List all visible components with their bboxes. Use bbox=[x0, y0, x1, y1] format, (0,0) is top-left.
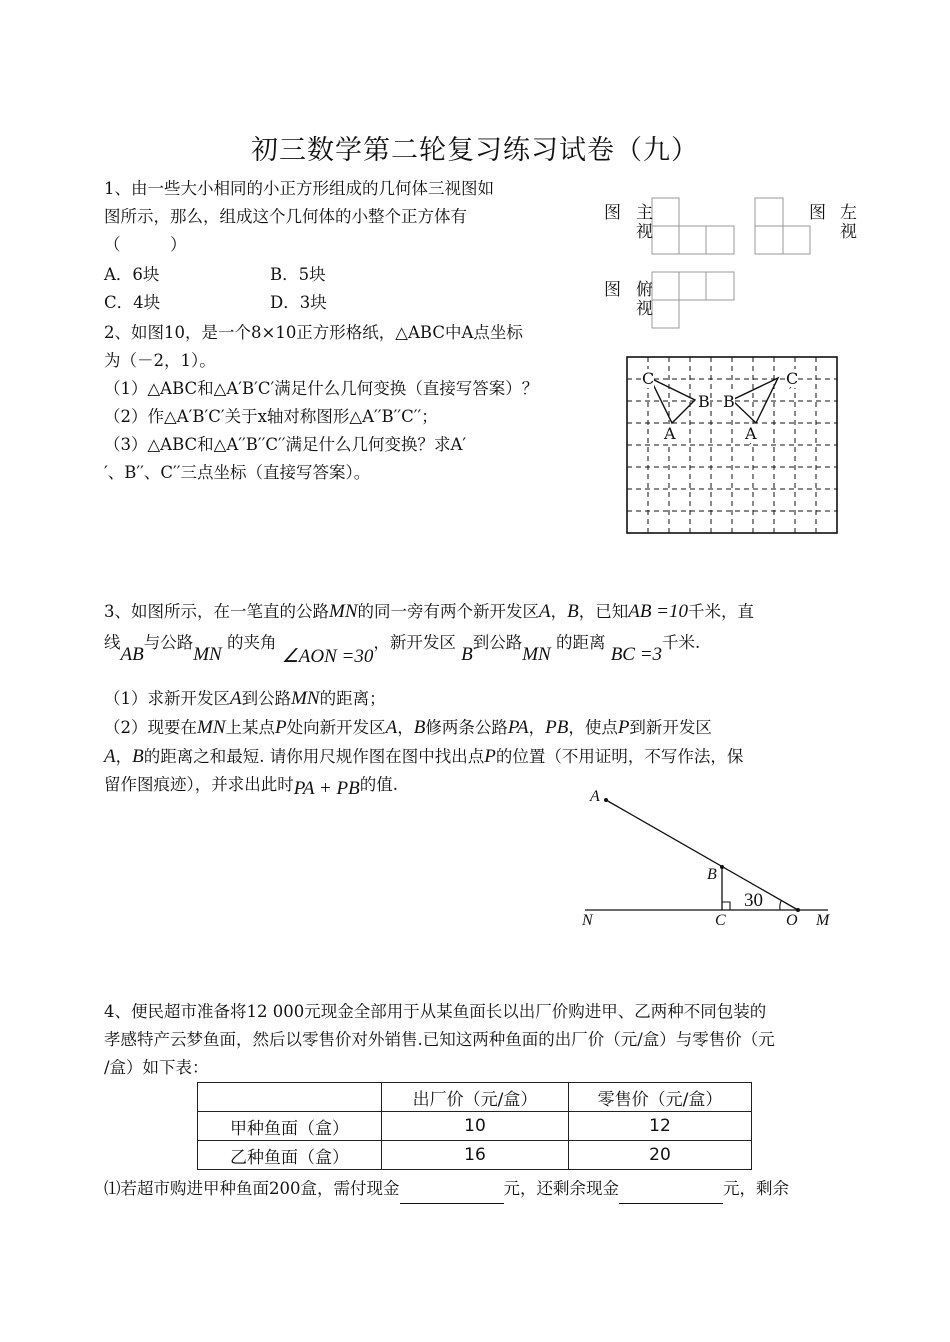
front-view-label-3: 视 bbox=[636, 222, 653, 242]
fig-label-o: O bbox=[786, 912, 798, 929]
q3-text: 的同一旁有两个新开发区 bbox=[357, 602, 539, 621]
fig-label-a: A bbox=[590, 788, 600, 805]
q3-var-b: B bbox=[132, 746, 144, 767]
q1-line3: （ ） bbox=[104, 235, 187, 254]
q3-sub1 bbox=[104, 684, 386, 714]
q4-text: 元，还剩余现金 bbox=[503, 1179, 619, 1198]
q3-sub2-line1 bbox=[104, 713, 712, 743]
q3-var-mn: MN bbox=[193, 644, 222, 665]
q2-line2: 为（－2，1）。 bbox=[104, 351, 216, 370]
answer-blank[interactable] bbox=[400, 1185, 504, 1204]
q3-text: ，已知 bbox=[578, 602, 629, 621]
q3-var-a: A bbox=[230, 688, 242, 709]
table-cell: 10 bbox=[382, 1112, 569, 1141]
q3-var-b: B bbox=[413, 717, 426, 738]
grid-label-b: B bbox=[698, 392, 710, 411]
q3-text: ， bbox=[550, 602, 568, 621]
q3-text: ， bbox=[115, 747, 133, 766]
table-cell: 12 bbox=[569, 1112, 752, 1141]
q3-var-p: P bbox=[275, 717, 287, 738]
q3-text: 的位置（不用证明，不写作法，保 bbox=[495, 747, 744, 766]
q4-text: ⑴若超市购进甲种鱼面200盒，需付现金 bbox=[104, 1179, 400, 1198]
front-view-label-1: 图 bbox=[604, 203, 621, 223]
top-view bbox=[652, 272, 734, 328]
grid-label-c-prime-mark: ′ bbox=[789, 385, 792, 398]
front-view-label-2: 主 bbox=[636, 203, 653, 223]
q3-sub2-line2 bbox=[104, 742, 743, 772]
q3-var-a: A bbox=[539, 601, 551, 622]
q3-expr-ab: AB =10 bbox=[628, 601, 689, 622]
top-view-label-3: 视 bbox=[636, 299, 653, 319]
q4-text: 元，剩余 bbox=[723, 1179, 789, 1198]
q3-var-pb: PB bbox=[545, 717, 569, 738]
q3-text: 的夹角 bbox=[226, 633, 277, 652]
q3-var-p: P bbox=[484, 746, 496, 767]
q3-var-a: A bbox=[385, 717, 398, 738]
fig-label-n: N bbox=[582, 912, 593, 929]
road-geometry-figure bbox=[578, 785, 838, 935]
table-cell: 甲种鱼面（盒） bbox=[198, 1112, 382, 1141]
line-ao bbox=[606, 800, 798, 910]
q2-sub3-line1: （3）△ABC和△A′′B′′C′′满足什么几何变换？求A′ bbox=[104, 435, 467, 454]
fig-angle-30: 30 bbox=[744, 890, 763, 911]
q3-text: 到公路 bbox=[472, 633, 523, 652]
q4-line1: 4、便民超市准备将12 000元现金全部用于从某鱼面长以出厂价购进甲、乙两种不同包装的 bbox=[104, 1002, 767, 1021]
q4-question-1 bbox=[104, 1174, 789, 1204]
q1-option-a: A．6块 bbox=[104, 265, 160, 284]
table-header-cell: 零售价（元/盒） bbox=[569, 1083, 752, 1112]
left-view-label-1: 图 bbox=[809, 203, 826, 223]
angle-arc bbox=[780, 901, 781, 910]
q1-option-c: C．4块 bbox=[104, 293, 161, 312]
q3-text: 的距离 bbox=[555, 633, 606, 652]
q3-text: （2）现要在 bbox=[104, 718, 197, 737]
q3-text: 的距离； bbox=[319, 689, 386, 708]
q3-text: ，使点 bbox=[568, 718, 618, 737]
table-cell: 20 bbox=[569, 1141, 752, 1170]
q3-var-b: B bbox=[461, 644, 473, 665]
left-view-label-2: 左 bbox=[840, 203, 857, 223]
table-row bbox=[198, 1141, 752, 1170]
grid-label-c-prime: C bbox=[786, 369, 799, 388]
q4-line2: 孝感特产云梦鱼面，然后以零售价对外销售.已知这两种鱼面的出厂价（元/盒）与零售价（元 bbox=[104, 1030, 775, 1049]
q2-sub3-line2: ′、B′′、C′′三点坐标（直接写答案）。 bbox=[104, 463, 371, 482]
q3-line1 bbox=[104, 597, 754, 627]
q2-sub1: （1）△ABC和△A′B′C′满足什么几何变换（直接写答案）？ bbox=[104, 379, 539, 398]
q1-option-b: B．5块 bbox=[270, 265, 326, 284]
q3-var-p: P bbox=[617, 717, 630, 738]
q3-var-mn: MN bbox=[522, 644, 551, 665]
q3-expr-angle: ∠AON =30 bbox=[281, 646, 374, 667]
q3-line2 bbox=[104, 632, 701, 667]
q3-text: （1）求新开发区 bbox=[104, 689, 230, 708]
top-view-label-2: 俯 bbox=[636, 280, 653, 300]
q3-text: ， bbox=[528, 718, 546, 737]
q1-option-d: D．3块 bbox=[270, 293, 327, 312]
right-angle-mark bbox=[722, 902, 730, 910]
q2-sub2: （2）作△A′B′C′关于x轴对称图形△A′′B′′C′′； bbox=[104, 407, 438, 426]
table-cell: 16 bbox=[382, 1141, 569, 1170]
q3-sub2-line3 bbox=[104, 770, 398, 800]
q3-var-mn: MN bbox=[197, 717, 226, 738]
q3-text: 与公路 bbox=[143, 633, 194, 652]
q3-text: 上某点 bbox=[225, 718, 275, 737]
q1-line1: 1、由一些大小相同的小正方形组成的几何体三视图如 bbox=[104, 179, 494, 198]
table-header-row bbox=[198, 1083, 752, 1112]
q3-var-a: A bbox=[104, 746, 116, 767]
q3-text: 的值. bbox=[359, 775, 398, 794]
table-row bbox=[198, 1112, 752, 1141]
table-header-cell: 出厂价（元/盒） bbox=[382, 1083, 569, 1112]
table-header-cell bbox=[198, 1083, 382, 1112]
top-view-label-1: 图 bbox=[604, 280, 621, 300]
q3-text: 修两条公路 bbox=[425, 718, 508, 737]
q3-var-ab: AB bbox=[120, 644, 144, 665]
fig-label-b: B bbox=[707, 866, 717, 883]
fig-label-m: M bbox=[816, 912, 830, 929]
left-view-label-3: 视 bbox=[840, 222, 857, 242]
q3-expr-pa-pb: PA + PB bbox=[293, 778, 360, 799]
q3-var-b: B bbox=[567, 601, 579, 622]
price-table bbox=[197, 1082, 752, 1170]
table-cell: 乙种鱼面（盒） bbox=[198, 1141, 382, 1170]
q3-text: ，新开发区 bbox=[373, 633, 456, 652]
grid-label-a-prime: A bbox=[745, 424, 757, 443]
q3-text: 到新开发区 bbox=[629, 718, 712, 737]
grid-label-b-prime: B bbox=[723, 392, 735, 411]
q4-line3: /盒）如下表： bbox=[104, 1058, 209, 1077]
q3-var-mn: MN bbox=[291, 688, 320, 709]
grid-label-a: A bbox=[664, 424, 676, 443]
q3-expr-bc: BC =3 bbox=[610, 644, 663, 665]
q3-var-pa: PA bbox=[507, 717, 529, 738]
q3-text: 的距离之和最短. 请你用尺规作图在图中找出点 bbox=[143, 747, 485, 766]
q3-var-mn: MN bbox=[329, 601, 358, 622]
q3-text: 千米. bbox=[662, 633, 701, 652]
q3-text: ， bbox=[397, 718, 414, 737]
q3-text: 3、如图所示，在一笔直的公路 bbox=[104, 602, 329, 621]
q3-text: 留作图痕迹），并求出此时 bbox=[104, 775, 294, 794]
answer-blank[interactable] bbox=[619, 1185, 723, 1204]
fig-label-c: C bbox=[715, 912, 726, 929]
front-view bbox=[652, 198, 734, 254]
grid-label-a-prime-mark: ′ bbox=[749, 441, 752, 454]
q3-text: 线 bbox=[104, 633, 121, 652]
q3-text: 到公路 bbox=[241, 689, 292, 708]
q3-text: 千米，直 bbox=[688, 602, 755, 621]
q2-line1: 2、如图10，是一个8×10正方形格纸，△ABC中A点坐标 bbox=[104, 323, 523, 342]
page-title: 初三数学第二轮复习练习试卷（九） bbox=[251, 135, 699, 166]
q3-text: 处向新开发区 bbox=[286, 718, 386, 737]
left-view bbox=[755, 198, 810, 254]
q1-line2: 图所示，那么，组成这个几何体的小整个正方体有 bbox=[104, 207, 467, 226]
grid-label-c: C bbox=[642, 369, 655, 388]
